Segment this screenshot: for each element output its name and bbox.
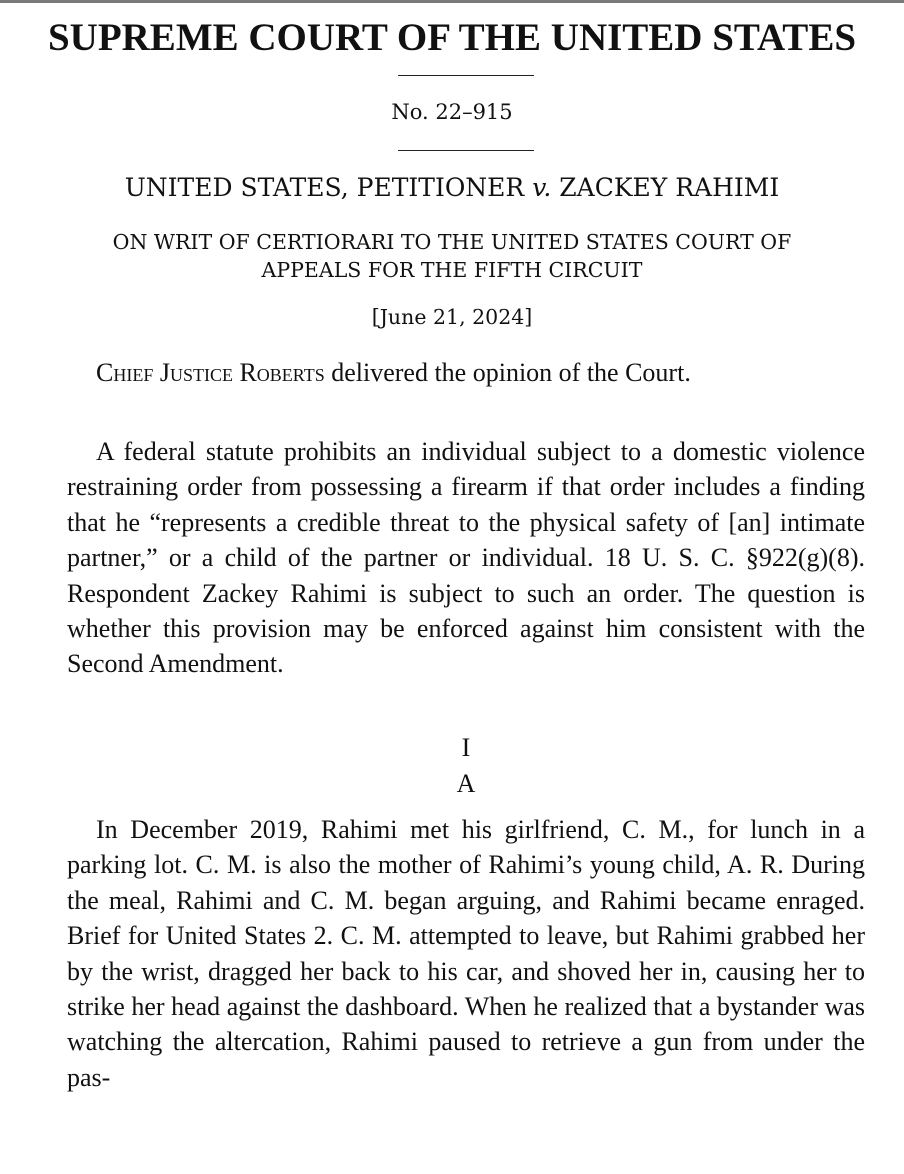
respondent: ZACKEY RAHIMI [559,173,780,202]
versus: v. [532,173,552,202]
writ-line [0,228,904,284]
part-heading: I [461,733,471,762]
decision-date: [June 21, 2024] [371,305,533,329]
writ-line-2: APPEALS FOR THE FIFTH CIRCUIT [261,258,643,282]
court-name: SUPREME COURT OF THE UNITED STATES [47,16,857,59]
intro-rest: delivered the opinion of the Court. [331,358,691,387]
case-caption [0,172,904,204]
paragraph-2-text: In December 2019, Rahimi met his girlfriend, C. M., for lunch in a parking lot. C. M. is also the mother of Rahimi’s young child, A. R. During the meal, Rahimi and C. M. began arguing, and Rahimi became enraged. Brief for United States 2. C. M. attempted to leave, but Rahimi grabbed her by the wrist, dragged her back to his car, and shoved her in, causing her to strike her head against the dashboard. When he realized that a bystander was watching the altercation, Rahimi paused to retrieve a gun from under the pas- [67,815,865,1092]
opinion-intro [67,355,865,390]
writ-line-1: ON WRIT OF CERTIORARI TO THE UNITED STATES COURT OF [112,230,792,254]
petitioner: UNITED STATES, PETITIONER [124,173,525,202]
author: Chief Justice Roberts [96,358,325,387]
top-edge [0,0,904,3]
paragraph-1-text: A federal statute prohibits an individual subject to a domestic violence restraining order from possessing a firearm if that order includes a finding that he “represents a credible threat to the physical safety of [an] intimate partner,” or a child of the partner or individual. 18 U. S. C. §922(g)(8). Respondent Zackey Rahimi is subject to such an order. The question is whether this provision may be enforced against him consistent with the Second Amendment. [67,437,865,679]
paragraph-1 [67,434,865,682]
rule-bottom [398,150,534,151]
docket-number: No. 22–915 [391,100,513,124]
subpart-heading: A [456,769,476,798]
paragraph-2 [67,812,865,1095]
rule-top [398,75,534,76]
